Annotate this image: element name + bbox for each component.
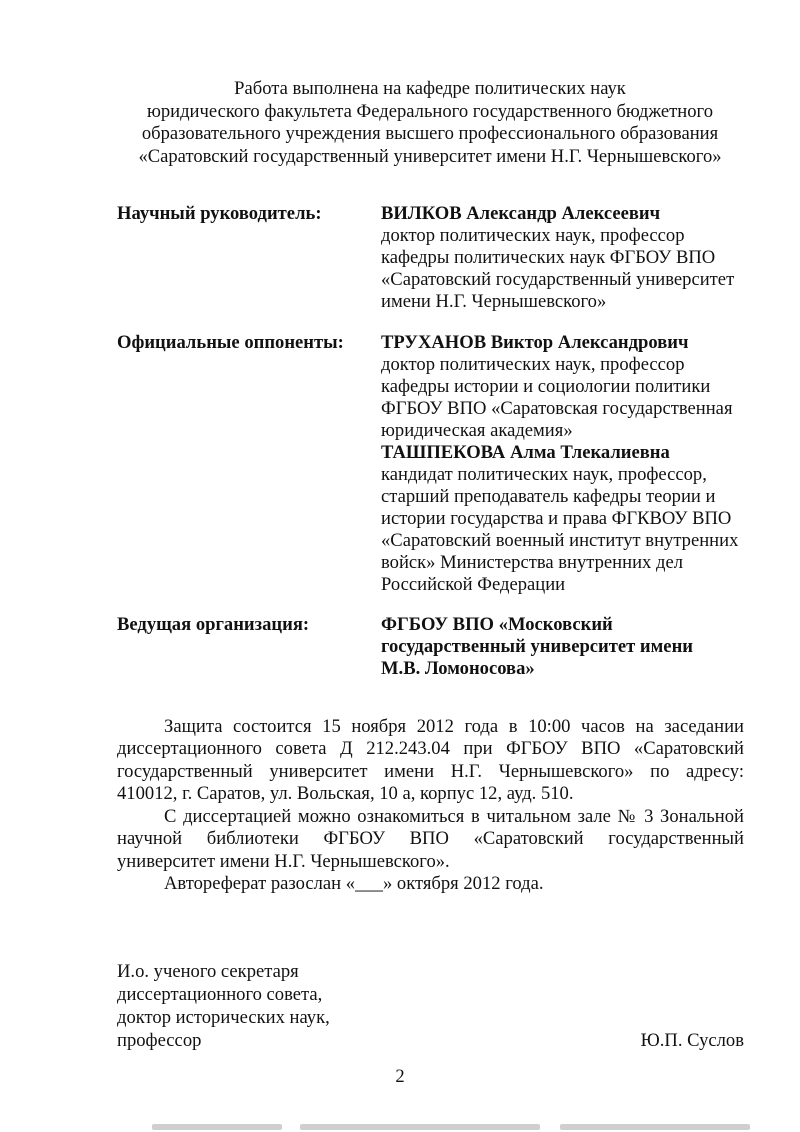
- leading-org-block: [381, 614, 761, 680]
- paragraph-line: диссертационного совета Д 212.243.04 при ФГБОУ ВПО «Саратовский: [117, 738, 744, 760]
- opponent-name: ТРУХАНОВ Виктор Александрович: [381, 332, 689, 353]
- paragraph-line: университет имени Н.Г. Чернышевского».: [117, 850, 450, 872]
- scan-artifact: [0, 1122, 800, 1132]
- mailing-line: Автореферат разослан «___» октября 2012 года.: [164, 873, 544, 894]
- supervisor-name: ВИЛКОВ Александр Алексеевич: [381, 203, 661, 224]
- header-line: юридического факультета Федерального государственного бюджетного: [146, 100, 714, 122]
- defense-paragraph: [117, 716, 744, 805]
- mailing-paragraph: [117, 873, 744, 895]
- header-line: образовательного учреждения высшего профессионального образования: [141, 123, 719, 144]
- header-line: Работа выполнена на кафедре политических наук: [234, 78, 626, 99]
- leading-org-label: Ведущая организация:: [117, 614, 310, 635]
- opponent-line: кафедры истории и социологии политики: [381, 376, 711, 397]
- leading-org-line: М.В. Ломоносова»: [381, 658, 535, 679]
- supervisor-block: [381, 203, 761, 313]
- page-number: 2: [395, 1066, 405, 1087]
- leading-org-line: государственный университет имени: [381, 636, 693, 657]
- opponents-block: [381, 332, 761, 596]
- opponent-line: юридическая академия»: [381, 420, 573, 441]
- signatory-name: Ю.П. Суслов: [640, 1030, 744, 1051]
- opponent-line: доктор политических наук, профессор: [381, 354, 685, 375]
- opponent-line: кандидат политических наук, профессор,: [381, 464, 707, 485]
- opponent-line: ФГБОУ ВПО «Саратовская государственная: [381, 398, 733, 419]
- artifact-mark: [560, 1124, 750, 1130]
- paragraph-line: С диссертацией можно ознакомиться в читальном зале № 3 Зональной: [164, 806, 744, 827]
- library-paragraph: [117, 806, 744, 873]
- paragraph-line: государственный университет имени Н.Г. Чернышевского» по адресу:: [117, 760, 744, 782]
- artifact-mark: [300, 1124, 540, 1130]
- supervisor-label: Научный руководитель:: [117, 203, 322, 224]
- signature-line: профессор: [117, 1030, 202, 1051]
- opponents-label: Официальные оппоненты:: [117, 332, 344, 353]
- opponent-line: Российской Федерации: [381, 574, 566, 595]
- affiliation-header: [100, 78, 760, 168]
- signature-line: диссертационного совета,: [117, 984, 323, 1005]
- signature-block: [117, 960, 330, 1052]
- leading-org-line: ФГБОУ ВПО «Московский: [381, 614, 613, 635]
- artifact-mark: [152, 1124, 282, 1130]
- supervisor-line: имени Н.Г. Чернышевского»: [381, 291, 607, 312]
- paragraph-line: научной библиотеки ФГБОУ ВПО «Саратовский государственный: [117, 828, 744, 850]
- supervisor-line: «Саратовский государственный университет: [381, 269, 735, 290]
- supervisor-line: доктор политических наук, профессор: [381, 225, 685, 246]
- paragraph-line: 410012, г. Саратов, ул. Вольская, 10 а, корпус 12, ауд. 510.: [117, 782, 574, 804]
- opponent-line: «Саратовский военный институт внутренних: [381, 530, 739, 551]
- opponent-line: старший преподаватель кафедры теории и: [381, 486, 716, 507]
- supervisor-line: кафедры политических наук ФГБОУ ВПО: [381, 247, 716, 268]
- signature-line: доктор исторических наук,: [117, 1007, 330, 1028]
- opponent-line: истории государства и права ФГКВОУ ВПО: [381, 508, 732, 529]
- paragraph-line: Защита состоится 15 ноября 2012 года в 10:00 часов на заседании: [164, 716, 744, 737]
- header-line: «Саратовский государственный университет имени Н.Г. Чернышевского»: [138, 145, 722, 167]
- opponent-line: войск» Министерства внутренних дел: [381, 552, 683, 573]
- opponent-name: ТАШПЕКОВА Алма Тлекалиевна: [381, 442, 670, 463]
- signature-line: И.о. ученого секретаря: [117, 961, 299, 982]
